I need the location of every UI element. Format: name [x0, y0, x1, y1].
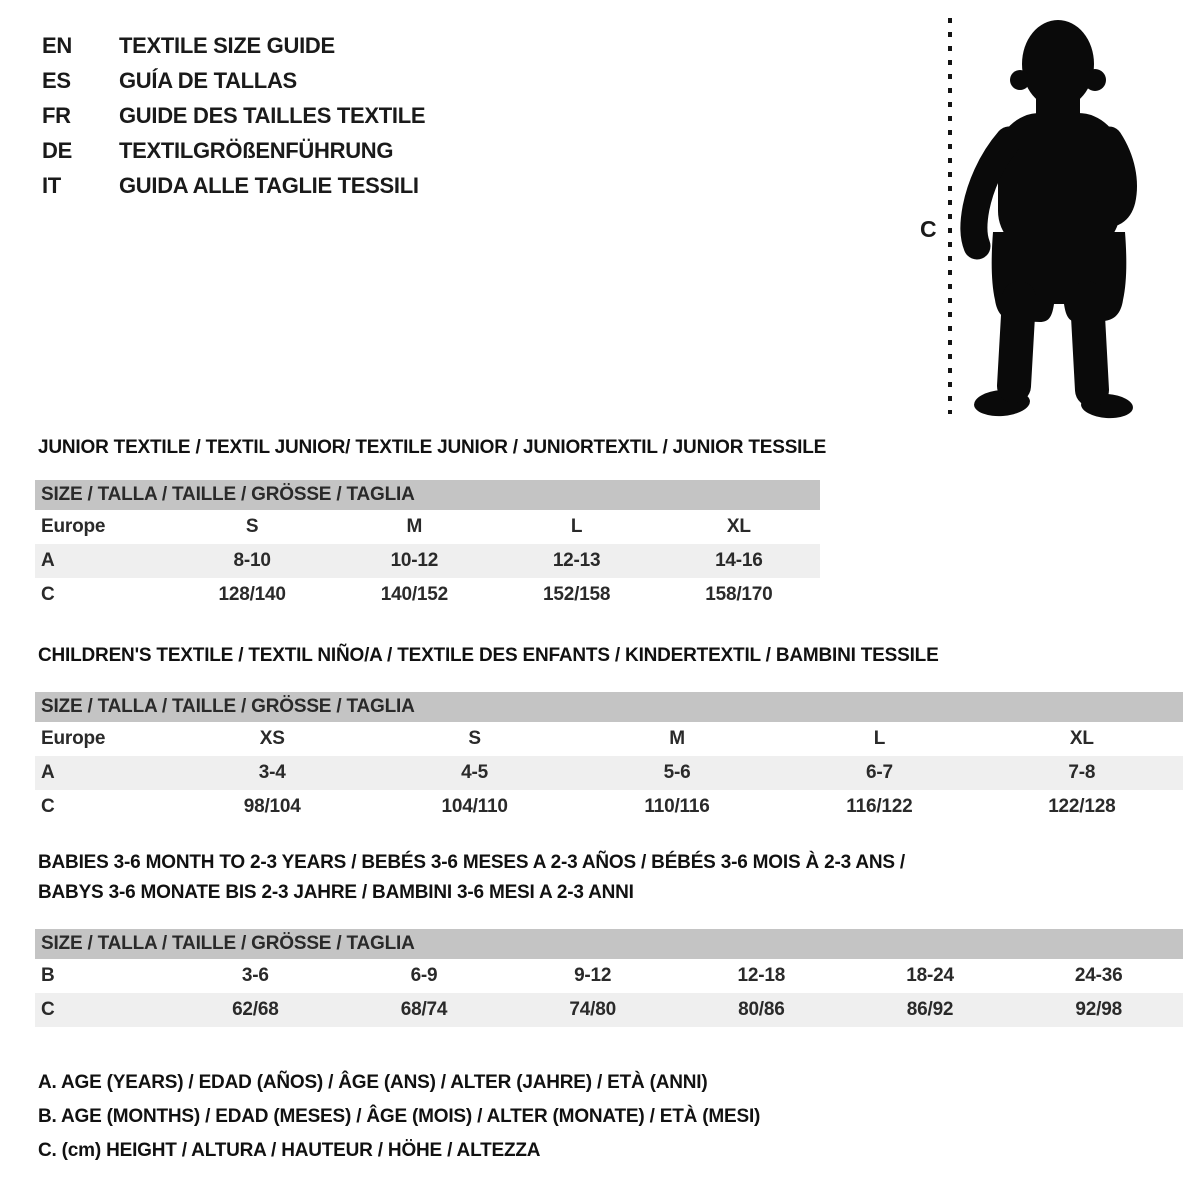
size-cell: 122/128 [1048, 796, 1116, 817]
language-title: GUÍA DE TALLAS [119, 68, 297, 93]
size-cell: L [873, 728, 886, 749]
size-cell: 7-8 [1068, 762, 1096, 783]
language-code: ES [42, 68, 71, 93]
table-rows [35, 959, 1183, 1027]
row-label: C [41, 999, 55, 1020]
table-row [35, 993, 1183, 1027]
size-cell: 12-13 [552, 550, 601, 571]
size-cell: 140/152 [380, 584, 449, 605]
size-cell: 68/74 [400, 999, 448, 1020]
size-cell: S [468, 728, 481, 749]
size-cell: 80/86 [738, 999, 785, 1020]
size-cell: 62/68 [232, 999, 279, 1020]
language-row [42, 28, 425, 63]
size-cell: 104/110 [441, 796, 508, 817]
language-title: GUIDE DES TAILLES TEXTILE [119, 103, 426, 128]
size-cell: 92/98 [1075, 999, 1122, 1020]
section-title-line: BABIES 3-6 MONTH TO 2-3 YEARS / BEBÉS 3-6 MESES A 2-3 AÑOS / BÉBÉS 3-6 MOIS À 2-3 ANS / [38, 852, 906, 873]
row-label: C [41, 796, 55, 817]
row-label: C [41, 584, 55, 605]
size-cell: 9-12 [574, 965, 612, 986]
size-cell: M [669, 728, 685, 749]
section-title [35, 641, 1183, 671]
language-code: EN [42, 33, 72, 58]
size-cell: 98/104 [243, 796, 301, 817]
size-cell: 74/80 [569, 999, 616, 1020]
size-cell: 8-10 [233, 550, 271, 571]
size-cell: 6-9 [410, 965, 438, 986]
language-title: TEXTILGRÖßENFÜHRUNG [119, 138, 394, 163]
legend-line: B. AGE (MONTHS) / EDAD (MESES) / ÂGE (MOIS) / ALTER (MONATE) / ETÀ (MESI) [38, 1106, 761, 1127]
section-title-line: CHILDREN'S TEXTILE / TEXTIL NIÑO/A / TEXTILE DES ENFANTS / KINDERTEXTIL / BAMBINI TESSILE [38, 645, 939, 666]
legend-line: C. (cm) HEIGHT / ALTURA / HAUTEUR / HÖHE / ALTEZZA [38, 1140, 541, 1161]
size-cell: M [406, 516, 423, 537]
size-cell: 128/140 [218, 584, 286, 605]
size-cell: L [570, 516, 583, 537]
table-row [35, 959, 1183, 993]
table-row [35, 790, 1183, 824]
size-cell: XL [726, 516, 751, 537]
size-cell: 158/170 [705, 584, 773, 605]
size-table [35, 929, 1183, 1027]
section-title [35, 848, 1183, 908]
size-cell: 14-16 [715, 550, 763, 571]
table-rows [35, 722, 1183, 824]
table-row [35, 722, 1183, 756]
table-rows [35, 510, 820, 612]
language-title: GUIDA ALLE TAGLIE TESSILI [119, 173, 419, 198]
language-row [42, 63, 425, 98]
table-header-bar: SIZE / TALLA / TAILLE / GRÖSSE / TAGLIA [35, 692, 1183, 722]
row-label: Europe [41, 728, 106, 749]
size-cell: 10-12 [390, 550, 439, 571]
language-code: FR [42, 103, 71, 128]
size-cell: 3-6 [241, 965, 269, 986]
section-title [35, 433, 827, 463]
table-header-bar: SIZE / TALLA / TAILLE / GRÖSSE / TAGLIA [35, 480, 820, 510]
section-junior-textile [35, 433, 827, 612]
language-title: TEXTILE SIZE GUIDE [119, 33, 335, 58]
language-row [42, 98, 425, 133]
size-table [35, 480, 820, 612]
section-babies-textile [35, 848, 1183, 1027]
language-code: DE [42, 138, 72, 163]
language-title-list [42, 28, 425, 203]
size-cell: 12-18 [737, 965, 786, 986]
row-label: A [41, 762, 55, 783]
language-code: IT [42, 173, 61, 198]
table-row [35, 510, 820, 544]
size-table [35, 692, 1183, 824]
size-cell: 4-5 [461, 762, 489, 783]
table-header-bar: SIZE / TALLA / TAILLE / GRÖSSE / TAGLIA [35, 929, 1183, 959]
size-cell: 5-6 [663, 762, 691, 783]
size-cell: XL [1069, 728, 1094, 749]
row-label: Europe [41, 516, 106, 537]
table-row [35, 578, 820, 612]
size-cell: XS [259, 728, 285, 749]
section-title-line: JUNIOR TEXTILE / TEXTIL JUNIOR/ TEXTILE JUNIOR / JUNIORTEXTIL / JUNIOR TESSILE [38, 437, 827, 458]
table-row [35, 544, 820, 578]
size-cell: S [245, 516, 259, 537]
section-childrens-textile [35, 641, 1183, 824]
toddler-silhouette-icon [880, 0, 1200, 440]
size-cell: 24-36 [1074, 965, 1123, 986]
row-label: A [41, 550, 55, 571]
row-label: B [41, 965, 55, 986]
size-cell: 6-7 [865, 762, 893, 783]
language-row [42, 133, 425, 168]
size-cell: 3-4 [258, 762, 286, 783]
size-cell: 116/122 [846, 796, 913, 817]
legend-line: A. AGE (YEARS) / EDAD (AÑOS) / ÂGE (ANS) / ALTER (JAHRE) / ETÀ (ANNI) [38, 1072, 708, 1093]
size-cell: 86/92 [906, 999, 954, 1020]
size-cell: 152/158 [542, 584, 611, 605]
height-measure-label: C [920, 216, 937, 242]
section-title-line: BABYS 3-6 MONATE BIS 2-3 JAHRE / BAMBINI 3-6 MESI A 2-3 ANNI [38, 882, 634, 903]
table-row [35, 756, 1183, 790]
size-cell: 110/116 [644, 796, 710, 817]
language-row [42, 168, 425, 203]
measure-legend [38, 1066, 760, 1168]
size-cell: 18-24 [906, 965, 954, 986]
